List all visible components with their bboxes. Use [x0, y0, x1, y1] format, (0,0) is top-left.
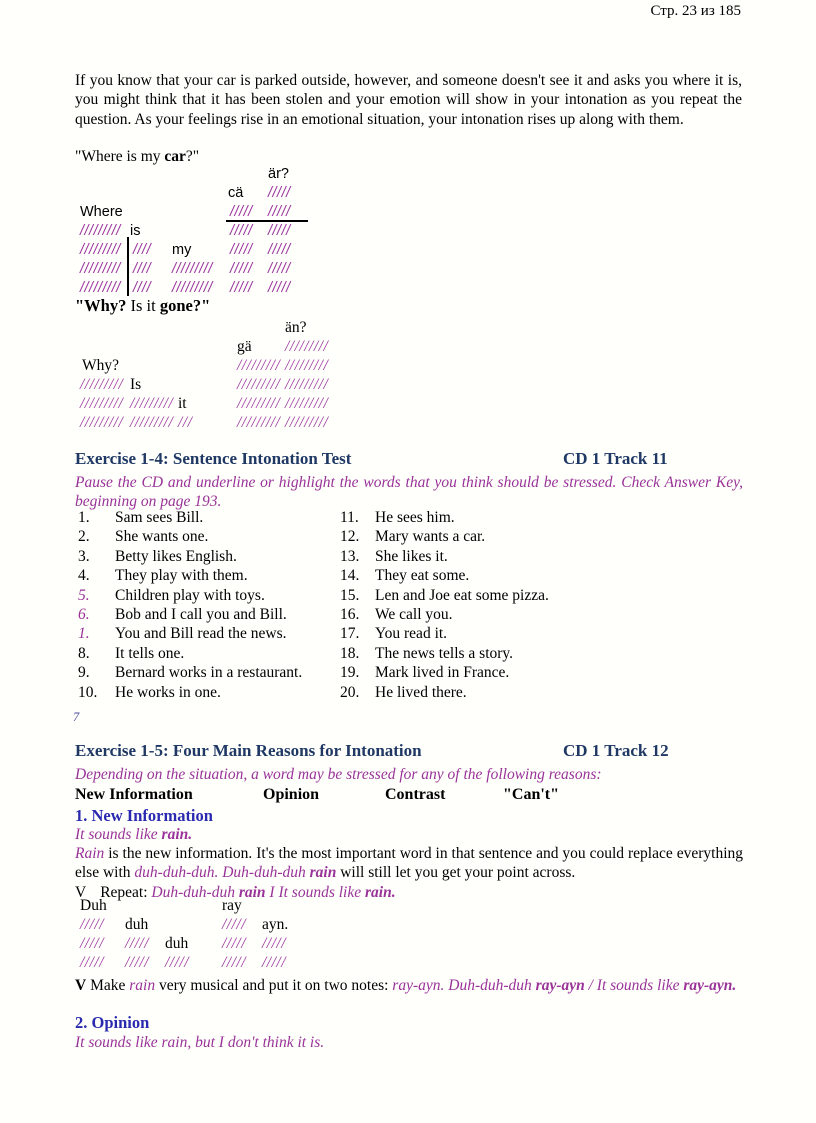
item-text: He works in one. [115, 683, 221, 701]
diagram-word-ayn: ayn. [262, 916, 289, 933]
item-number: 17. [340, 625, 360, 643]
diagram-word-is2: Is [130, 376, 142, 393]
pitch-marks: ///// [125, 954, 150, 971]
sentence-list-left-column [78, 508, 302, 702]
intonation-diagram-why [75, 313, 415, 433]
item-number: 3. [78, 547, 90, 565]
pitch-marks: ///// [230, 223, 253, 239]
list-item [340, 624, 549, 643]
make-ray-ayn: ray-ayn. Duh-duh-duh [392, 977, 536, 994]
item-text: Children play with toys. [115, 586, 265, 604]
item-number: 2. [78, 528, 90, 546]
sentence-list [75, 508, 742, 704]
rain-paragraph-end: will still let you get your point across. [336, 864, 576, 882]
reasons-row [0, 785, 816, 805]
pitch-marks: ///////// [80, 261, 121, 277]
diagram-word-are: är? [268, 166, 289, 182]
item-text: Sam sees Bill. [115, 509, 204, 526]
intro-paragraph: If you know that your car is parked outside, however, and someone doesn't see it and asks you where it is, you might think that it has been stolen and your emotion will show in your intonation as you repeat the question. As your feelings rise in an emotional situation, your intonation rises up along with them. [75, 72, 742, 128]
list-item [340, 527, 549, 546]
make-slash: / [584, 977, 597, 994]
item-number: 10. [78, 683, 98, 701]
pitch-marks: ///// [222, 916, 247, 933]
rain-bold: rain [309, 864, 337, 882]
repeat-it-sounds: It sounds like [278, 884, 365, 901]
pitch-marks: ///////// [285, 376, 329, 393]
item-number: 20. [340, 683, 360, 701]
pitch-marks: ///////// [285, 395, 329, 412]
exercise-1-5-title: Exercise 1-5: Four Main Reasons for Intonation [75, 741, 422, 760]
section-2-example: It sounds like rain, but I don't think it is. [75, 1034, 325, 1051]
sentence-list-right-column [340, 508, 549, 702]
pitch-marks: ///// [268, 280, 291, 296]
diagram-step-line [127, 237, 129, 296]
item-text: Bob and I call you and Bill. [115, 605, 287, 623]
pitch-marks: ///// [230, 280, 253, 296]
check-v-glyph: V [75, 884, 87, 901]
diagram-word-duh2: duh [125, 916, 149, 933]
pitch-marks: ///////// [80, 242, 121, 258]
exercise-1-4-instructions: Pause the CD and underline or highlight the words that you think should be stressed. Check Answer Key, beginning on page 193. [75, 474, 743, 511]
item-number: 13. [340, 547, 360, 565]
pitch-marks: ///////// [80, 414, 124, 431]
make-ray-ayn-bold2: ray-ayn. [683, 977, 737, 994]
make-ray-ayn-bold: ray-ayn [535, 977, 585, 994]
item-number: 1. [78, 625, 90, 643]
item-text: You read it. [375, 625, 448, 643]
list-item [78, 547, 302, 566]
duh-ray-diagram [78, 896, 338, 974]
item-number: 12. [340, 528, 360, 546]
pitch-marks: ///////// [237, 414, 281, 431]
example-bold: rain. [161, 826, 193, 843]
repeat-sep: I [265, 884, 279, 901]
check-v-glyph: V [75, 977, 87, 994]
pitch-marks: /// [178, 414, 193, 431]
item-number: 16. [340, 605, 360, 623]
item-number: 4. [78, 567, 90, 585]
pitch-marks: ///////// [172, 280, 213, 296]
where-question-post: ?" [185, 148, 200, 165]
pitch-marks: ///////// [80, 280, 121, 296]
pitch-marks: ///// [80, 916, 105, 933]
item-text: She likes it. [375, 547, 448, 565]
pitch-marks: ///// [268, 261, 291, 277]
item-text: Mary wants a car. [375, 528, 486, 546]
pitch-marks: ///////// [285, 414, 329, 431]
list-item [340, 605, 549, 624]
diagram-word-it: it [178, 395, 187, 412]
why-question-bold1: "Why? [75, 296, 127, 315]
item-number: 5. [78, 586, 90, 604]
rain-paragraph-text: is the new information. It's the most important word in that sentence and you could replace everything else with [75, 845, 743, 882]
item-text: They eat some. [375, 567, 470, 585]
diagram-word-my: my [172, 242, 192, 258]
repeat-label: Repeat: [100, 884, 152, 901]
why-question-bold2: gone?" [159, 296, 211, 315]
list-item [340, 663, 549, 682]
item-number: 18. [340, 644, 360, 662]
pitch-marks: //// [133, 242, 152, 258]
item-text: Bernard works in a restaurant. [115, 664, 303, 682]
diagram-word-an: än? [285, 319, 307, 336]
section-1-example [75, 825, 192, 844]
list-item [78, 644, 302, 663]
exercise-1-4-cd-track: CD 1 Track 11 [563, 449, 668, 468]
page-header: Стр. 23 из 185 [650, 3, 741, 19]
pitch-marks: ///// [262, 954, 287, 971]
reason-new-information: New Information [75, 786, 193, 803]
list-item [78, 527, 302, 546]
make-text-1: Make [86, 977, 130, 994]
list-item [340, 586, 549, 605]
list-item [340, 644, 549, 663]
book-page-number: 7 [73, 710, 80, 724]
exercise-1-4-title: Exercise 1-4: Sentence Intonation Test [75, 449, 352, 468]
rain-paragraph [75, 844, 743, 883]
pitch-marks: ///// [165, 954, 190, 971]
make-rain: rain [129, 977, 156, 994]
diagram-word-why: Why? [82, 357, 120, 374]
example-pre: It sounds like [75, 826, 162, 843]
diagram-word-ray: ray [222, 897, 242, 914]
pitch-marks: ///// [80, 954, 105, 971]
item-text: You and Bill read the news. [115, 625, 287, 643]
list-item [78, 663, 302, 682]
exercise-1-5-instructions: Depending on the situation, a word may be stressed for any of the following reasons: [75, 766, 602, 783]
pitch-marks: ///// [268, 185, 291, 201]
list-item [340, 547, 549, 566]
pitch-marks: ///// [230, 204, 253, 220]
repeat-rain2: rain. [365, 884, 396, 901]
pitch-marks: ///////// [237, 395, 281, 412]
list-item [78, 508, 302, 527]
exercise-1-4-heading [75, 449, 742, 469]
list-item [340, 508, 549, 527]
item-text: He lived there. [375, 683, 467, 701]
diagram-word-is: is [130, 223, 141, 239]
pitch-marks: ///////// [285, 357, 329, 374]
item-number: 15. [340, 586, 360, 604]
item-text: Mark lived in France. [375, 664, 510, 682]
pitch-marks: ///////// [285, 338, 329, 355]
where-question-bold: car [164, 148, 186, 165]
repeat-duh: Duh-duh-duh [151, 884, 239, 901]
list-item [340, 683, 549, 702]
pitch-marks: ///// [230, 242, 253, 258]
pitch-marks: //// [133, 261, 152, 277]
why-question-mid: Is it [126, 296, 160, 315]
item-text: They play with them. [115, 567, 248, 585]
pitch-marks: ///////// [80, 223, 121, 239]
item-number: 11. [340, 509, 359, 526]
exercise-1-5-cd-track: CD 1 Track 12 [563, 741, 669, 760]
item-number: 14. [340, 567, 360, 585]
item-number: 6. [78, 605, 90, 623]
rain-word: Rain [75, 845, 105, 862]
item-text: We call you. [375, 605, 453, 623]
item-text: He sees him. [375, 509, 455, 526]
list-item [340, 566, 549, 585]
diagram-word-ga: gä [237, 338, 252, 355]
make-it-sounds: It sounds like [596, 977, 684, 994]
where-question-pre: "Where is my [75, 148, 165, 165]
pitch-marks: ///// [222, 935, 247, 952]
diagram-word-where: Where [80, 204, 123, 220]
pitch-marks: ///////// [237, 376, 281, 393]
pitch-marks: ///////// [237, 357, 281, 374]
pitch-marks: ///////// [172, 261, 213, 277]
pitch-marks: ///// [268, 204, 291, 220]
pitch-marks: ///////// [130, 414, 174, 431]
diagram-word-ca: cä [228, 185, 244, 201]
pitch-marks: ///// [125, 935, 150, 952]
diagram-word-duh1: Duh [80, 897, 107, 914]
pitch-marks: ///////// [80, 395, 124, 412]
list-item [78, 683, 302, 702]
item-number: 9. [78, 664, 90, 682]
item-text: The news tells a story. [375, 644, 514, 662]
make-text-2: very musical and put it on two notes: [155, 977, 393, 994]
item-text: Betty likes English. [115, 547, 237, 565]
pitch-marks: ///// [262, 935, 287, 952]
exercise-1-5-heading [75, 741, 742, 761]
item-number: 8. [78, 644, 90, 662]
list-item [78, 624, 302, 643]
item-number: 19. [340, 664, 360, 682]
list-item [78, 605, 302, 624]
pitch-marks: //// [133, 280, 152, 296]
intonation-diagram-where [75, 160, 405, 300]
reason-cant: "Can't" [503, 786, 559, 803]
repeat-rain: rain [238, 884, 266, 901]
pitch-marks: ///// [268, 242, 291, 258]
pitch-marks: ///// [80, 935, 105, 952]
diagram-word-duh3: duh [165, 935, 189, 952]
make-rain-paragraph [75, 976, 743, 995]
list-item [78, 586, 302, 605]
reason-opinion: Opinion [263, 786, 320, 803]
list-item [78, 566, 302, 585]
item-text: It tells one. [115, 644, 185, 662]
pitch-marks: ///// [230, 261, 253, 277]
item-number: 1. [78, 509, 90, 526]
duh-phrase: duh-duh-duh. Duh-duh-duh [134, 864, 310, 882]
pitch-marks: ///// [222, 954, 247, 971]
pitch-marks: ///////// [80, 376, 124, 393]
section-2-heading: 2. Opinion [75, 1013, 150, 1032]
item-text: Len and Joe eat some pizza. [375, 586, 549, 604]
pitch-marks: ///// [268, 223, 291, 239]
reason-contrast: Contrast [385, 786, 446, 803]
pitch-marks: ///////// [130, 395, 174, 412]
section-1-heading: 1. New Information [75, 806, 213, 825]
item-text: She wants one. [115, 528, 209, 546]
